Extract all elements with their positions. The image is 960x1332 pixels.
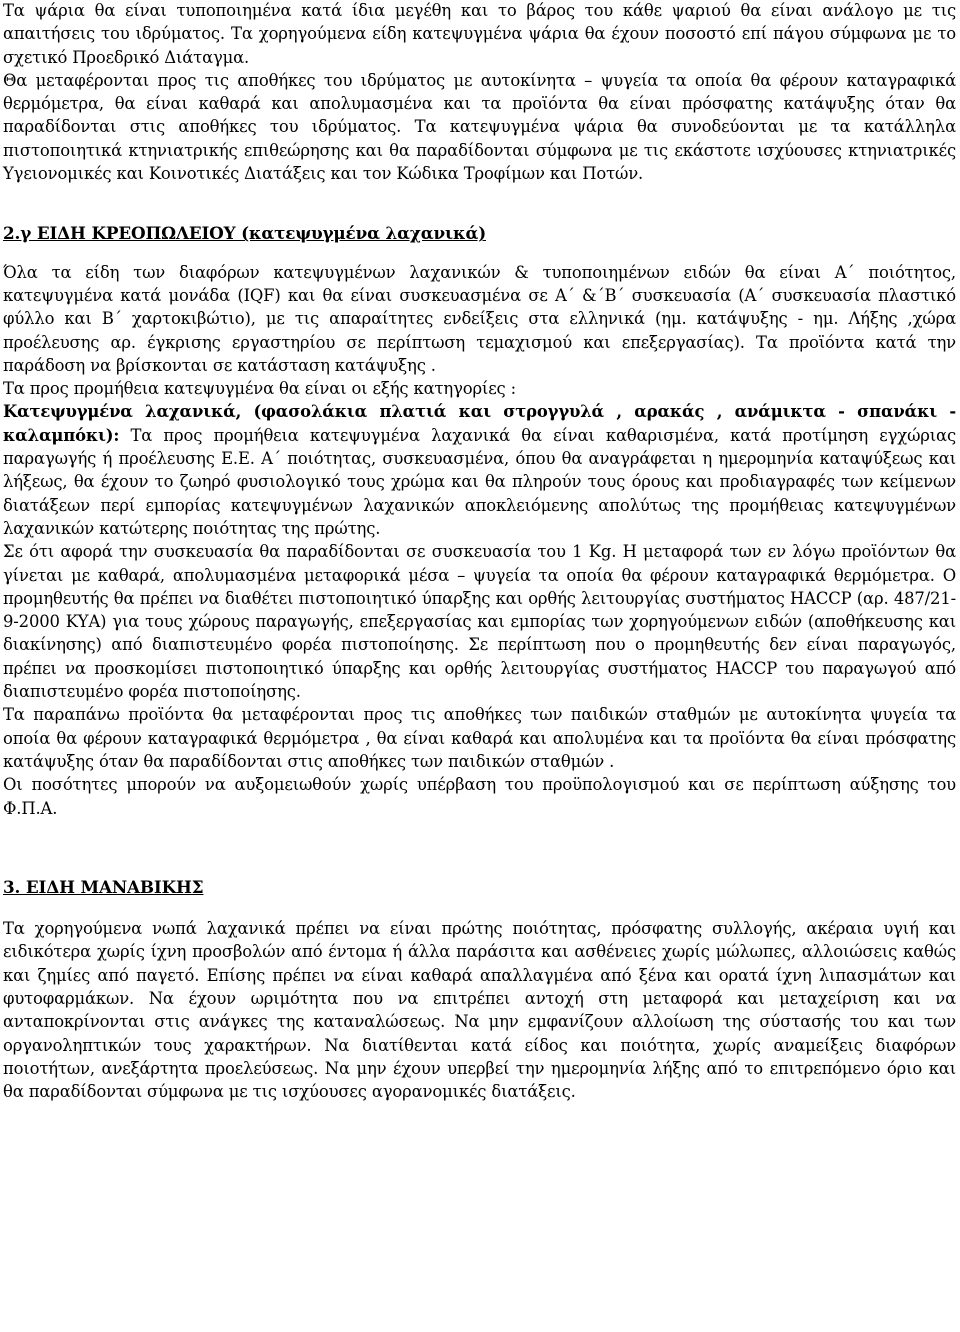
section-3-paragraph-1: Τα χορηγούμενα νωπά λαχανικά πρέπει να είναι πρώτης ποιότητας, πρόσφατης συλλογής, ακέραια υγιή και ειδικότερα χωρίς ίχνη προσβολών από έντομα ή άλλα παράσιτα και ασθένειες χωρίς μώλωπες, αλλοιώσεις καθώς και ζημίες από παγετό. Επίσης πρέπει να είναι καθαρά απαλλαγμένα από ξένα και ορατά ίχνη λιπασμάτων και φυτοφαρμάκων. Να έχουν ωριμότητα που να επιτρέπει αντοχή στη μεταφορά και μεταχείριση και να ανταποκρίνονται στις ανάγκες της καταναλώσεως. Να μην εμφανίζουν αλλοίωση της σύστασής του και των οργανοληπτικών τους χαρακτήρων. Να διατίθενται κατά είδος και ποιότητα, χωρίς αναμείξεις διαφόρων ποιοτήτων, ανεξάρτητα προελεύσεως. Να μην έχουν υπερβεί την ημερομηνία λήξης από το επιτρεπόμενο όριο και θα παραδίδονται σύμφωνα με τις ισχύουσες αγορανομικές διατάξεις. — [3, 919, 956, 1102]
section-2g-paragraph-1: Όλα τα είδη των διαφόρων κατεψυγμένων λαχανικών & τυποποιημένων ειδών θα είναι Α΄ ποιότητος, κατεψυγμένα κατά μονάδα (IQF) και θα είναι συσκευασμένα σε Α΄ &΄Β΄ συσκευασία (Α΄ συσκευασία πλαστικό φύλλο και Β΄ χαρτοκιβώτιο), με τις απαραίτητες ενδείξεις στα ελληνικά (ημ. κατάψυξης - ημ. Λήξης ,χώρα προέλευσης αρ. έγκρισης εργαστηρίου σε περίπτωση τεμαχισμού και επεξεργασίας). Τα προϊόντα κατά την παράδοση να βρίσκονται σε κατάσταση κατάψυξης . — [3, 262, 956, 375]
section-2g-paragraph-2: Τα προς προμήθεια κατεψυγμένα θα είναι οι εξής κατηγορίες : — [3, 379, 517, 399]
section-2g-paragraph-5: Τα παραπάνω προϊόντα θα μεταφέρονται προς τις αποθήκες των παιδικών σταθμών με αυτοκίνητα ψυγεία τα οποία θα φέρουν καταγραφικά θερμόμετρα , θα είναι καθαρά και απολυμένα και τα προϊόντα θα είναι πρόσφατης κατάψυξης όταν θα παραδίδονται στις αποθήκες των παιδικών σταθμών . — [3, 705, 956, 771]
section-2g-paragraph-6: Οι ποσότητες μπορούν να αυξομειωθούν χωρίς υπέρβαση του προϋπολογισμού και σε περίπτωση αύξησης του Φ.Π.Α. — [3, 775, 956, 818]
fish-paragraph-2: Θα μεταφέρονται προς τις αποθήκες του ιδρύματος με αυτοκίνητα – ψυγεία τα οποία θα φέρουν καταγραφικά θερμόμετρα, θα είναι καθαρά και απολυμασμένα και τα προϊόντα θα είναι πρόσφατης κατάψυξης όταν θα παραδίδονται στις αποθήκες του ιδρύματος. Τα κατεψυγμένα ψάρια θα συνοδεύονται με τα κατάλληλα πιστοποιητικά κτηνιατρικής επιθεώρησης και θα παραδίδονται σύμφωνα με τις εκάστοτε ισχύουσες κτηνιατρικές Υγειονομικές και Κοινοτικές Διατάξεις και τον Κώδικα Τροφίμων και Ποτών. — [3, 70, 956, 184]
frozen-vegetables-text: Τα προς προμήθεια κατεψυγμένα λαχανικά θα είναι καθαρισμένα, κατά προτίμηση εγχώριας παραγωγής ή προέλευσης Ε.Ε. Α΄ ποιότητας, συσκευασμένα, όπου θα αναγράφεται η ημερομηνία καταψύξεως και λήξεως, θα έχουν το ζωηρό φυσιολογικό τους χρώμα και θα πληρούν τους όρους και προδιαγραφές των κείμενων διατάξεων περί εμπορίας κατεψυγμένων λαχανικών αποκλειόμενης απολύτως της προμήθειας κατεψυγμένων λαχανικών κατώτερης ποιότητας της πρώτης. — [3, 425, 956, 538]
fish-paragraph-1: Τα ψάρια θα είναι τυποποιημένα κατά ίδια μεγέθη και το βάρος του κάθε ψαριού θα είναι ανάλογο με τις απαιτήσεις του ιδρύματος. Τα χορηγούμενα είδη κατεψυγμένα ψάρια θα έχουν ποσοστό επί πάγου σύμφωνα με το σχετικό Προεδρικό Διάταγμα. — [3, 1, 956, 67]
section-3-heading: 3. ΕΙΔΗ ΜΑΝΑΒΙΚΗΣ — [3, 876, 204, 897]
section-2g-paragraph-3 — [3, 400, 956, 540]
section-2g-heading: 2.γ ΕΙΔΗ ΚΡΕΟΠΩΛΕΙΟΥ (κατεψυγμένα λαχανικά) — [3, 223, 487, 244]
section-2g-paragraph-4: Σε ότι αφορά την συσκευασία θα παραδίδονται σε συσκευασία του 1 Kg. Η μεταφορά των εν λόγω προϊόντων θα γίνεται με καθαρά, απολυμασμένα μεταφορικά μέσα – ψυγεία τα οποία θα φέρουν καταγραφικά θερμόμετρα. Ο προμηθευτής θα πρέπει να διαθέτει πιστοποιητικό ύπαρξης και ορθής λειτουργίας συστήματος HACCP (αρ. 487/21-9-2000 ΚΥΑ) για τους χώρους παραγωγής, επεξεργασίας και εμπορίας των χορηγούμενων ειδών (αποθήκευσης και διακίνησης) από διαπιστευμένο φορέα πιστοποίησης. Σε περίπτωση που ο προμηθευτής δεν είναι παραγωγός, πρέπει να προσκομίσει πιστοποιητικό ύπαρξης και ορθής λειτουργίας συστήματος HACCP του παραγωγού από διαπιστευμένο φορέα πιστοποίησης. — [3, 542, 956, 702]
frozen-vegetables-lead: Κατεψυγμένα λαχανικά, (φασολάκια πλατιά και στρογγυλά , αρακάς , ανάμικτα - σπανάκι - καλαμπόκι): — [3, 402, 956, 445]
